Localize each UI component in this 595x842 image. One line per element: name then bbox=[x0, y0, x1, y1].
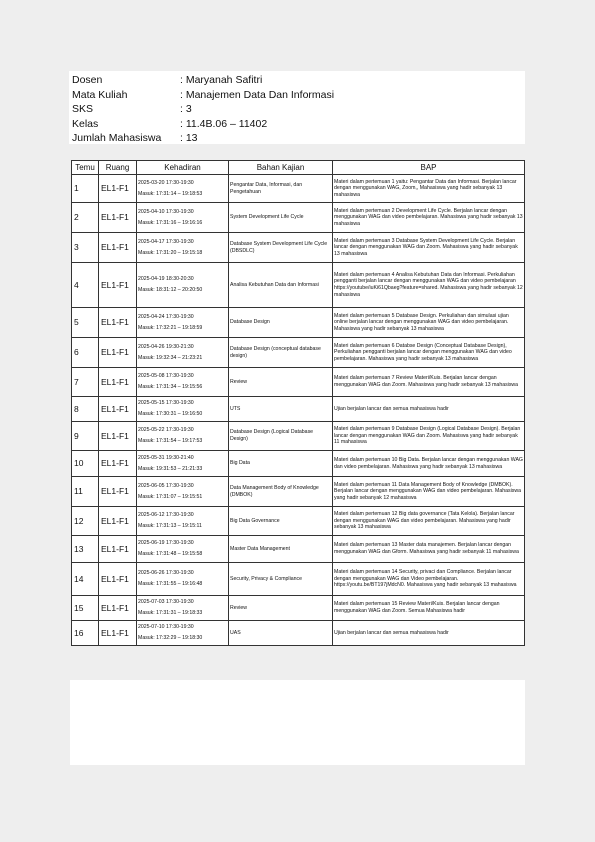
cell-bahan-kajian: Analisa Kebutuhan Data dan Informasi bbox=[229, 263, 333, 308]
cell-bap: Materi dalam pertemuan 3 Database System Development Life Cycle. Berjalan lancar dengan menggunakan WAG dan Zoom. Mahasiswa yang hadir sebanyak 13 mahasiswa bbox=[333, 233, 525, 263]
checkin-time: Masuk: 17:31:48 – 19:15:58 bbox=[138, 551, 203, 557]
cell-kehadiran bbox=[137, 596, 229, 621]
table-row bbox=[72, 621, 525, 646]
schedule-time: 2025-03-20 17:30-19:30 bbox=[138, 179, 194, 186]
info-row-dosen bbox=[72, 73, 334, 88]
info-value: : 3 bbox=[180, 103, 192, 116]
cell-bahan-kajian: Big Data Governance bbox=[229, 507, 333, 536]
cell-temu: 8 bbox=[72, 397, 99, 422]
cell-bahan-kajian: Master Data Management bbox=[229, 536, 333, 563]
info-value: : 11.4B.06 – 11402 bbox=[180, 117, 268, 130]
table-row bbox=[72, 175, 525, 203]
cell-ruang: EL1-F1 bbox=[99, 308, 137, 338]
schedule-time: 2025-06-12 17:30-19:30 bbox=[138, 512, 194, 518]
cell-kehadiran bbox=[137, 368, 229, 397]
schedule-time: 2025-04-17 17:30-19:30 bbox=[138, 238, 194, 245]
info-label: SKS bbox=[72, 103, 94, 116]
cell-temu: 12 bbox=[72, 507, 99, 536]
cell-bap: Materi dalam pertemuan 11 Data Management Body of Knowledge (DMBOK). Berjalan lancar dengan menggunakan WAG dan video pembelajaran. Mahasiswa yang hadir sebanyak 12 mahasiswa bbox=[333, 477, 525, 507]
cell-temu: 5 bbox=[72, 308, 99, 338]
cell-bahan-kajian: System Development Life Cycle bbox=[229, 203, 333, 233]
cell-kehadiran bbox=[137, 536, 229, 563]
cell-temu: 15 bbox=[72, 596, 99, 621]
table-row bbox=[72, 477, 525, 507]
cell-bap: Materi dalam pertemuan 13 Master data manajemen. Berjalan lancar dengan menggunakan WAG dan Gform. Mahasiswa yang hadir sebanyak 11 mahasiswa bbox=[333, 536, 525, 563]
cell-bahan-kajian: Database Design (Logical Database Design) bbox=[229, 422, 333, 451]
table-row bbox=[72, 397, 525, 422]
info-row-kelas bbox=[72, 117, 334, 132]
checkin-time: Masuk: 17:31:20 – 19:15:18 bbox=[138, 249, 203, 256]
cell-bahan-kajian: Pengantar Data, Informasi, dan Pengetahuan bbox=[229, 175, 333, 203]
table-row bbox=[72, 596, 525, 621]
cell-ruang: EL1-F1 bbox=[99, 263, 137, 308]
cell-temu: 16 bbox=[72, 621, 99, 646]
checkin-time: Masuk: 17:31:16 – 19:16:16 bbox=[138, 219, 203, 226]
table-row bbox=[72, 451, 525, 477]
cell-ruang: EL1-F1 bbox=[99, 507, 137, 536]
cell-bahan-kajian: Data Management Body of Knowledge (DMBOK) bbox=[229, 477, 333, 507]
cell-ruang: EL1-F1 bbox=[99, 338, 137, 368]
info-value: : 13 bbox=[180, 132, 198, 145]
cell-bap: Ujian berjalan lancar dan semua mahasiswa hadir bbox=[333, 621, 525, 646]
cell-temu: 3 bbox=[72, 233, 99, 263]
cell-bap: Materi dalam pertemuan 7 Review Materi/Kuis. Berjalan lancar dengan menggunakan WAG dan Zoom. Mahasiswa yang hadir sebanyak 13 mahasiswa bbox=[333, 368, 525, 397]
blank-panel bbox=[70, 680, 525, 765]
cell-kehadiran bbox=[137, 422, 229, 451]
attendance-table bbox=[71, 160, 525, 646]
cell-kehadiran bbox=[137, 203, 229, 233]
cell-ruang: EL1-F1 bbox=[99, 477, 137, 507]
cell-bahan-kajian: Security, Privacy & Compliance bbox=[229, 563, 333, 596]
schedule-time: 2025-07-10 17:30-19:30 bbox=[138, 624, 194, 630]
cell-temu: 4 bbox=[72, 263, 99, 308]
cell-temu: 11 bbox=[72, 477, 99, 507]
schedule-time: 2025-05-15 17:30-19:30 bbox=[138, 400, 194, 406]
table-row bbox=[72, 203, 525, 233]
cell-temu: 6 bbox=[72, 338, 99, 368]
cell-ruang: EL1-F1 bbox=[99, 233, 137, 263]
cell-bap: Materi dalam pertemuan 1 yaitu: Pengantar Data dan Informasi. Berjalan lancar dengan menggunakan WAG, Zoom,, Mahasiswa yang hadir sebanyak 13 mahasiswa bbox=[333, 175, 525, 203]
cell-bap: Materi dalam pertemuan 2 Development Life Cycle. Berjalan lancar dengan menggunakan WAG dan video pembelajaran. Mahasiswa yang hadir sebanyak 13 mahasiswa bbox=[333, 203, 525, 233]
cell-kehadiran bbox=[137, 308, 229, 338]
checkin-time: Masuk: 17:31:07 – 19:15:51 bbox=[138, 493, 203, 500]
cell-bahan-kajian: Review bbox=[229, 596, 333, 621]
table-row bbox=[72, 263, 525, 308]
cell-kehadiran bbox=[137, 477, 229, 507]
cell-ruang: EL1-F1 bbox=[99, 203, 137, 233]
cell-bahan-kajian: Database System Development Life Cycle (DBSDLC) bbox=[229, 233, 333, 263]
cell-bahan-kajian: Review bbox=[229, 368, 333, 397]
cell-bap: Materi dalam pertemuan 6 Databse Design (Conceptual Database Design), Perkuliahan pengganti berjalan lancar dengan menggunakan WAG dan video pembelajaran. Mahasiswa yang hadir sebanyak 13 mahasiswa bbox=[333, 338, 525, 368]
checkin-time: Masuk: 17:31:31 – 19:18:33 bbox=[138, 610, 203, 616]
cell-bahan-kajian: Big Data bbox=[229, 451, 333, 477]
cell-kehadiran bbox=[137, 263, 229, 308]
cell-bap: Ujian berjalan lancar dan semua mahasiswa hadir bbox=[333, 397, 525, 422]
table-header-row bbox=[72, 161, 525, 175]
cell-temu: 9 bbox=[72, 422, 99, 451]
checkin-time: Masuk: 18:31:12 – 20:20:50 bbox=[138, 287, 203, 293]
cell-ruang: EL1-F1 bbox=[99, 563, 137, 596]
info-label: Dosen bbox=[72, 74, 103, 86]
schedule-time: 2025-05-22 17:30-19:30 bbox=[138, 427, 194, 433]
cell-ruang: EL1-F1 bbox=[99, 175, 137, 203]
attendance-table-wrapper bbox=[71, 160, 524, 646]
checkin-time: Masuk: 17:31:55 – 19:16:48 bbox=[138, 581, 203, 587]
schedule-time: 2025-04-24 17:30-19:30 bbox=[138, 313, 194, 320]
cell-kehadiran bbox=[137, 451, 229, 477]
cell-ruang: EL1-F1 bbox=[99, 621, 137, 646]
header-kehadiran: Kehadiran bbox=[137, 161, 229, 175]
cell-temu: 7 bbox=[72, 368, 99, 397]
cell-bap: Materi dalam pertemuan 12 Big data governance (Tata Kelola). Berjalan lancar dengan menggunakan WAG dan video pembelajaran. Mahasiswa yang hadir sebanyak 13 mahasiswa bbox=[333, 507, 525, 536]
cell-bap: Materi dalam pertemuan 4 Analisa Kebutuhan Data dan Informasi. Perkuliahan pengganti berjalan lancar dengan menggunakan WAG dan video pembelajaran https://youtube/iuKi61Qbaeg?feature=shared. Mahasiswa yang hadir sebanyak 12 mahasiswa bbox=[333, 263, 525, 308]
cell-bahan-kajian: Database Design (conceptual database design) bbox=[229, 338, 333, 368]
cell-bap: Materi dalam pertemuan 14 Security, privaci dan Compliance. Berjalan lancar dengan menggunakan WAG dan Video pembelajaran. https://youtu.be/BT197jMdcN0. Mahasiswa yang hadir sebanyak 13 mahasiswa bbox=[333, 563, 525, 596]
course-info bbox=[72, 73, 334, 146]
cell-kehadiran bbox=[137, 563, 229, 596]
info-label: Jumlah Mahasiswa bbox=[72, 132, 162, 145]
cell-kehadiran bbox=[137, 233, 229, 263]
cell-bahan-kajian: UAS bbox=[229, 621, 333, 646]
info-value: : Manajemen Data Dan Informasi bbox=[180, 88, 335, 101]
schedule-time: 2025-06-19 17:30-19:30 bbox=[138, 540, 194, 546]
cell-kehadiran bbox=[137, 621, 229, 646]
schedule-time: 2025-04-26 19:30-21:30 bbox=[138, 343, 194, 350]
table-row bbox=[72, 233, 525, 263]
cell-bap: Materi dalam pertemuan 9 Database Design (Logical Database Design). Berjalan lancar dengan menggunakan WAG dan Zoom. Mahasiswa yang hadir sebanyak 11 mahasiswa bbox=[333, 422, 525, 451]
cell-ruang: EL1-F1 bbox=[99, 422, 137, 451]
schedule-time: 2025-06-26 17:30-19:30 bbox=[138, 570, 194, 576]
checkin-time: Masuk: 19:32:34 – 21:23:21 bbox=[138, 354, 203, 361]
checkin-time: Masuk: 17:30:31 – 19:16:50 bbox=[138, 411, 203, 417]
cell-temu: 14 bbox=[72, 563, 99, 596]
cell-temu: 1 bbox=[72, 175, 99, 203]
table-row bbox=[72, 536, 525, 563]
header-temu: Temu bbox=[72, 161, 99, 175]
table-row bbox=[72, 507, 525, 536]
checkin-time: Masuk: 17:31:34 – 19:15:56 bbox=[138, 384, 203, 390]
header-ruang: Ruang bbox=[99, 161, 137, 175]
schedule-time: 2025-04-19 18:30-20:30 bbox=[138, 276, 194, 282]
cell-temu: 2 bbox=[72, 203, 99, 233]
checkin-time: Masuk: 17:31:13 – 19:15:11 bbox=[138, 523, 202, 529]
cell-ruang: EL1-F1 bbox=[99, 596, 137, 621]
cell-bap: Materi dalam pertemuan 5 Database Design. Perkuliahan dan simulasi ujian online berjalan lancar dengan menggunakan WAG dan video pembelajaran. Mahasiswa yang hadir sebanyak 13 mahasiswa bbox=[333, 308, 525, 338]
header-bahan-kajian: Bahan Kajian bbox=[229, 161, 333, 175]
schedule-time: 2025-07-03 17:30-19:30 bbox=[138, 599, 194, 605]
info-row-sks bbox=[72, 102, 334, 117]
cell-bap: Materi dalam pertemuan 10 Big Data. Berjalan lancar dengan menggunakan WAG dan video pembelajaran. Mahasiswa yang hadir sebanyak 13 mahasiswa bbox=[333, 451, 525, 477]
checkin-time: Masuk: 17:31:14 – 19:18:53 bbox=[138, 190, 203, 197]
cell-temu: 10 bbox=[72, 451, 99, 477]
cell-kehadiran bbox=[137, 338, 229, 368]
info-label: Kelas bbox=[72, 117, 99, 130]
table-row bbox=[72, 368, 525, 397]
cell-ruang: EL1-F1 bbox=[99, 451, 137, 477]
table-row bbox=[72, 422, 525, 451]
table-body bbox=[72, 175, 525, 646]
cell-bahan-kajian: UTS bbox=[229, 397, 333, 422]
table-row bbox=[72, 308, 525, 338]
table-row bbox=[72, 338, 525, 368]
cell-temu: 13 bbox=[72, 536, 99, 563]
cell-bahan-kajian: Database Design bbox=[229, 308, 333, 338]
schedule-time: 2025-05-08 17:30-19:30 bbox=[138, 373, 194, 379]
cell-ruang: EL1-F1 bbox=[99, 397, 137, 422]
checkin-time: Masuk: 19:31:53 – 21:21:33 bbox=[138, 465, 203, 472]
schedule-time: 2025-04-10 17:30-19:30 bbox=[138, 208, 194, 215]
checkin-time: Masuk: 17:32:21 – 19:18:59 bbox=[138, 324, 203, 331]
cell-ruang: EL1-F1 bbox=[99, 368, 137, 397]
schedule-time: 2025-05-31 19:30-21:40 bbox=[138, 454, 194, 461]
info-row-mata-kuliah bbox=[72, 88, 334, 103]
info-row-jumlah-mahasiswa bbox=[72, 131, 334, 146]
checkin-time: Masuk: 17:31:54 – 19:17:53 bbox=[138, 438, 203, 444]
checkin-time: Masuk: 17:32:29 – 19:18:30 bbox=[138, 635, 203, 641]
header-bap: BAP bbox=[333, 161, 525, 175]
cell-kehadiran bbox=[137, 175, 229, 203]
info-value: : Maryanah Safitri bbox=[180, 74, 263, 86]
table-row bbox=[72, 563, 525, 596]
cell-ruang: EL1-F1 bbox=[99, 536, 137, 563]
cell-kehadiran bbox=[137, 507, 229, 536]
schedule-time: 2025-06-05 17:30-19:30 bbox=[138, 482, 194, 489]
cell-bap: Materi dalam pertemuan 15 Review Materi/Kuis. Berjalan lancar dengan menggunakan WAG dan Zoom. Semua Mahasiswa hadir bbox=[333, 596, 525, 621]
cell-kehadiran bbox=[137, 397, 229, 422]
info-label: Mata Kuliah bbox=[72, 88, 128, 101]
